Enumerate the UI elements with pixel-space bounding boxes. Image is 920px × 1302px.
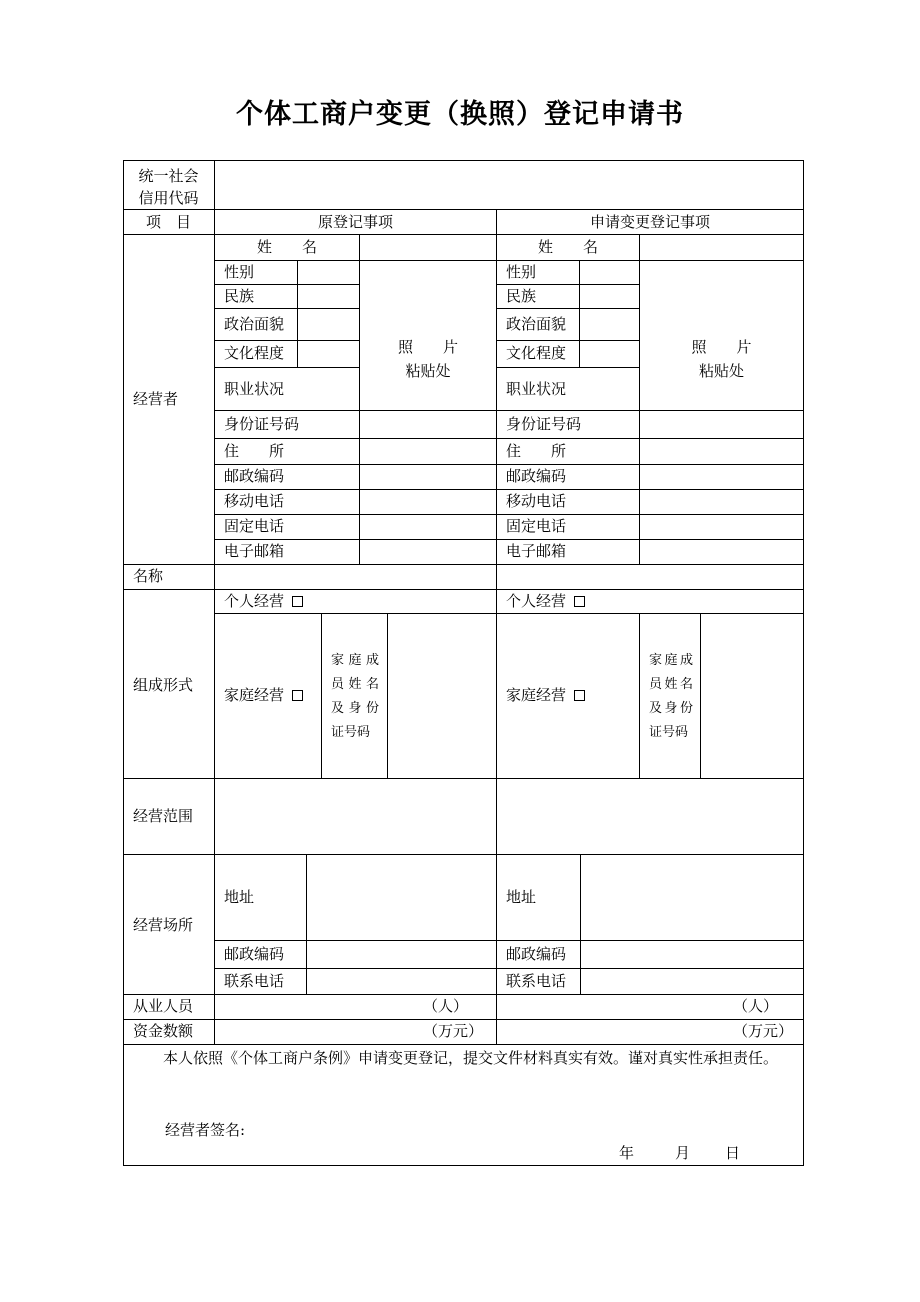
new-individual-option[interactable] (506, 593, 585, 610)
application-form-table (123, 160, 804, 1166)
new-ethnicity-label: 民族 (506, 287, 537, 305)
orig-occupation-label: 职业状况 (224, 380, 285, 398)
new-contact-phone-label: 联系电话 (506, 972, 567, 990)
new-political-label: 政治面貌 (506, 315, 567, 333)
orig-gender-label: 性别 (224, 263, 255, 281)
new-name-label: 姓 名 (537, 238, 598, 256)
orig-family-members-field[interactable] (388, 614, 496, 778)
orig-photo-label-2: 粘贴处 (405, 362, 451, 380)
new-residence-label: 住 所 (506, 442, 567, 460)
new-family-members-field[interactable] (701, 614, 803, 778)
declaration-text: 本人依照《个体工商户条例》申请变更登记，提交文件材料真实有效。谨对真实性承担责任。 (163, 1049, 779, 1067)
rule (803, 160, 804, 1166)
scope-label: 经营范围 (133, 807, 194, 825)
new-shop-name-field[interactable] (497, 565, 803, 589)
orig-employees-unit: （人） (423, 997, 469, 1015)
capital-label: 资金数额 (133, 1022, 194, 1040)
shop-name-label: 名称 (133, 567, 164, 585)
orig-photo-label: 照 片 (397, 338, 458, 356)
orig-family-members-label: 家庭成员姓名及身份证号码 (331, 653, 379, 740)
orig-individual-checkbox[interactable] (292, 596, 303, 607)
orig-individual-label: 个人经营 (224, 592, 285, 610)
orig-family-checkbox[interactable] (292, 690, 303, 701)
orig-family-label: 家庭经营 (224, 686, 285, 704)
new-address-label: 地址 (506, 888, 537, 906)
orig-capital-unit: （万元） (423, 1022, 484, 1040)
new-capital-field[interactable] (497, 1020, 727, 1044)
orig-address-label: 地址 (224, 888, 255, 906)
orig-postal-label: 邮政编码 (224, 467, 285, 485)
original-items-header: 原登记事项 (317, 213, 393, 231)
date-year: 年 (619, 1144, 635, 1162)
orig-contact-fields[interactable] (360, 411, 496, 564)
new-gender-label: 性别 (506, 263, 537, 281)
orig-education-label: 文化程度 (224, 344, 285, 362)
item-label: 项 目 (145, 213, 191, 231)
new-employees-field[interactable] (497, 995, 727, 1019)
new-family-option[interactable] (506, 687, 585, 704)
orig-shop-name-field[interactable] (215, 565, 496, 589)
new-email-label: 电子邮箱 (506, 542, 567, 560)
rule (321, 613, 322, 778)
new-individual-checkbox[interactable] (574, 596, 585, 607)
orig-family-option[interactable] (224, 687, 303, 704)
rule (639, 613, 640, 778)
signature-label: 经营者签名: (165, 1121, 246, 1139)
new-name-field[interactable] (640, 235, 803, 260)
form-title: 个体工商户变更（换照）登记申请书 (236, 99, 684, 130)
orig-mobile-label: 移动电话 (224, 492, 285, 510)
rule (123, 209, 804, 210)
orig-landline-label: 固定电话 (224, 517, 285, 535)
rule (123, 160, 124, 1166)
orig-employees-field[interactable] (215, 995, 415, 1019)
rule (215, 367, 360, 368)
orig-personal-fields[interactable] (298, 261, 359, 367)
new-education-label: 文化程度 (506, 344, 567, 362)
orig-scope-field[interactable] (215, 779, 496, 854)
orig-ethnicity-label: 民族 (224, 287, 255, 305)
new-photo-label-2: 粘贴处 (698, 362, 744, 380)
date-day: 日 (725, 1144, 741, 1162)
operator-label: 经营者 (133, 390, 179, 408)
change-items-header: 申请变更登记事项 (589, 213, 710, 231)
new-occupation-label: 职业状况 (506, 380, 567, 398)
rule (497, 367, 640, 368)
orig-premises-postal-label: 邮政编码 (224, 945, 285, 963)
new-capital-unit: （万元） (733, 1022, 794, 1040)
signature-field[interactable] (263, 1118, 523, 1142)
orig-contact-phone-label: 联系电话 (224, 972, 285, 990)
orig-name-label: 姓 名 (256, 238, 317, 256)
rule (123, 1165, 804, 1166)
new-postal-label: 邮政编码 (506, 467, 567, 485)
orig-premises-fields[interactable] (307, 855, 496, 994)
orig-email-label: 电子邮箱 (224, 542, 285, 560)
employees-label: 从业人员 (133, 997, 194, 1015)
new-photo-label: 照 片 (691, 338, 752, 356)
date-month: 月 (675, 1144, 691, 1162)
orig-id-label: 身份证号码 (224, 415, 300, 433)
new-family-checkbox[interactable] (574, 690, 585, 701)
orig-political-label: 政治面貌 (224, 315, 285, 333)
org-form-label: 组成形式 (133, 676, 194, 694)
new-landline-label: 固定电话 (506, 517, 567, 535)
new-family-label: 家庭经营 (506, 686, 567, 704)
new-individual-label: 个人经营 (506, 592, 567, 610)
rule (123, 589, 804, 590)
orig-individual-option[interactable] (224, 593, 303, 610)
new-premises-fields[interactable] (581, 855, 803, 994)
orig-residence-label: 住 所 (224, 442, 285, 460)
new-contact-fields[interactable] (640, 411, 803, 564)
new-personal-fields[interactable] (580, 261, 639, 367)
new-id-label: 身份证号码 (506, 415, 582, 433)
credit-code-field[interactable] (215, 161, 803, 209)
new-premises-postal-label: 邮政编码 (506, 945, 567, 963)
new-mobile-label: 移动电话 (506, 492, 567, 510)
orig-capital-field[interactable] (215, 1020, 415, 1044)
rule (214, 160, 215, 1044)
premises-label: 经营场所 (133, 916, 194, 934)
rule (123, 1044, 804, 1045)
rule (496, 209, 497, 1044)
new-scope-field[interactable] (497, 779, 803, 854)
orig-name-field[interactable] (360, 235, 496, 260)
new-employees-unit: （人） (733, 997, 779, 1015)
credit-code-label: 统一社会信用代码 (138, 167, 199, 207)
new-family-members-label: 家庭成员姓名及身份证号码 (649, 653, 693, 740)
